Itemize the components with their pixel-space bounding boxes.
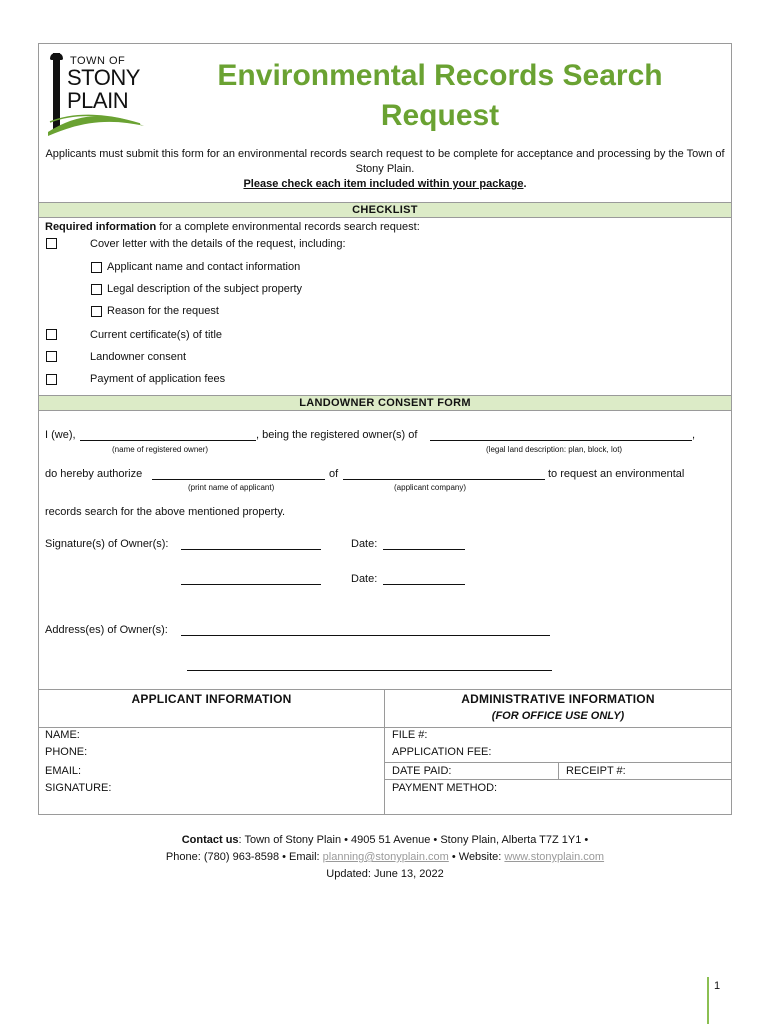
checkbox-applicant-name[interactable] [91, 262, 102, 273]
website-label: • Website: [448, 851, 505, 863]
checkbox-application-fees[interactable] [46, 374, 57, 385]
checklist-item-label: Legal description of the subject property [107, 283, 303, 295]
checklist-item-label: Payment of application fees [90, 373, 226, 385]
check-instruction-text: Please check each item included within your package [243, 178, 524, 190]
checklist-item-label: Current certificate(s) of title [90, 329, 223, 341]
application-fee-field[interactable]: APPLICATION FEE: [392, 746, 492, 758]
phone-field[interactable]: PHONE: [45, 746, 88, 758]
receipt-field[interactable]: RECEIPT #: [566, 765, 626, 777]
hint-applicant: (print name of applicant) [188, 483, 275, 492]
applicant-company-line[interactable] [343, 479, 545, 480]
owner-name-line[interactable] [80, 440, 256, 441]
page-number: 1 [714, 980, 721, 992]
admin-info-header: ADMINISTRATIVE INFORMATION [461, 692, 655, 706]
payment-method-field[interactable]: PAYMENT METHOD: [392, 782, 498, 794]
signature-line-1[interactable] [181, 549, 321, 550]
applicant-info-header: APPLICANT INFORMATION [131, 692, 292, 706]
date-line-2[interactable] [383, 584, 465, 585]
signature-field[interactable]: SIGNATURE: [45, 782, 112, 794]
signature-line-2[interactable] [181, 584, 321, 585]
consent-request: to request an environmental [548, 468, 685, 480]
address-line-1[interactable] [181, 635, 550, 636]
date-line-1[interactable] [383, 549, 465, 550]
intro-text: Applicants must submit this form for an environmental records search request to be complete for acceptance and processing by the Town of Stony Plain. [45, 148, 725, 175]
consent-of: of [329, 468, 339, 480]
signature-label: Signature(s) of Owner(s): [45, 538, 169, 550]
page-number-bar [707, 977, 709, 1024]
footer-phone-email [40, 849, 730, 866]
admin-info-subheader: (FOR OFFICE USE ONLY) [491, 710, 625, 722]
required-info-rest: for a complete environmental records search request: [156, 221, 420, 233]
checkbox-landowner-consent[interactable] [46, 351, 57, 362]
town-logo [46, 50, 146, 138]
checklist-item-label: Landowner consent [90, 351, 187, 363]
receipt-divider [558, 762, 559, 780]
contact-label: Contact us [181, 834, 239, 846]
website-link[interactable]: www.stonyplain.com [504, 851, 605, 863]
email-field[interactable]: EMAIL: [45, 765, 82, 777]
required-info-line [45, 221, 420, 233]
file-number-field[interactable]: FILE #: [392, 729, 428, 741]
hint-owner: (name of registered owner) [112, 445, 209, 454]
logo-town-of: TOWN OF [70, 55, 126, 67]
applicant-name-line[interactable] [152, 479, 325, 480]
checklist-item-label: Cover letter with the details of the request, including: [90, 238, 346, 250]
checkbox-cover-letter[interactable] [46, 238, 57, 249]
consent-comma: , [692, 429, 696, 441]
title-line-2: Request [380, 99, 500, 132]
consent-authorize: do hereby authorize [45, 468, 143, 480]
consent-header: LANDOWNER CONSENT FORM [39, 395, 731, 411]
address-line-2[interactable] [187, 670, 552, 671]
name-field[interactable]: NAME: [45, 729, 80, 741]
checkbox-reason[interactable] [91, 306, 102, 317]
email-link[interactable]: planning@stonyplain.com [322, 851, 449, 863]
address-label: Address(es) of Owner(s): [45, 624, 168, 636]
required-info-bold: Required information [45, 221, 157, 233]
legal-description-line[interactable] [430, 440, 692, 441]
date-label: Date: [351, 538, 378, 550]
title-line-1: Environmental Records Search [217, 59, 663, 92]
checkbox-legal-description[interactable] [91, 284, 102, 295]
logo-stony: STONY [67, 65, 140, 90]
contact-address: : Town of Stony Plain • 4905 51 Avenue • Stony Plain, Alberta T7Z 1Y1 • [238, 834, 589, 846]
check-instruction-period: . [523, 178, 527, 190]
checklist-item-label: Applicant name and contact information [107, 261, 301, 273]
date-paid-field[interactable]: DATE PAID: [392, 765, 452, 777]
footer-updated: Updated: June 13, 2022 [326, 868, 444, 880]
date-label: Date: [351, 573, 378, 585]
checkbox-certificate-of-title[interactable] [46, 329, 57, 340]
checklist-header: CHECKLIST [39, 202, 731, 218]
footer-contact [40, 832, 730, 849]
hint-legal: (legal land description: plan, block, lot) [486, 445, 623, 454]
hint-company: (applicant company) [394, 483, 467, 492]
consent-i-we: I (we), [45, 429, 76, 441]
consent-being-owner: , being the registered owner(s) of [256, 429, 418, 441]
info-table-top [39, 689, 731, 690]
info-table-divider [384, 689, 385, 815]
info-table-header-rule [39, 727, 731, 728]
page-title [175, 56, 705, 136]
green-swoosh-icon [46, 106, 146, 138]
logo-plain: PLAIN [67, 88, 129, 113]
checklist-item-label: Reason for the request [107, 305, 219, 317]
consent-records-search: records search for the above mentioned property. [45, 506, 286, 518]
footer-phone: Phone: (780) 963-8598 • Email: [165, 851, 323, 863]
check-instruction [40, 177, 730, 191]
